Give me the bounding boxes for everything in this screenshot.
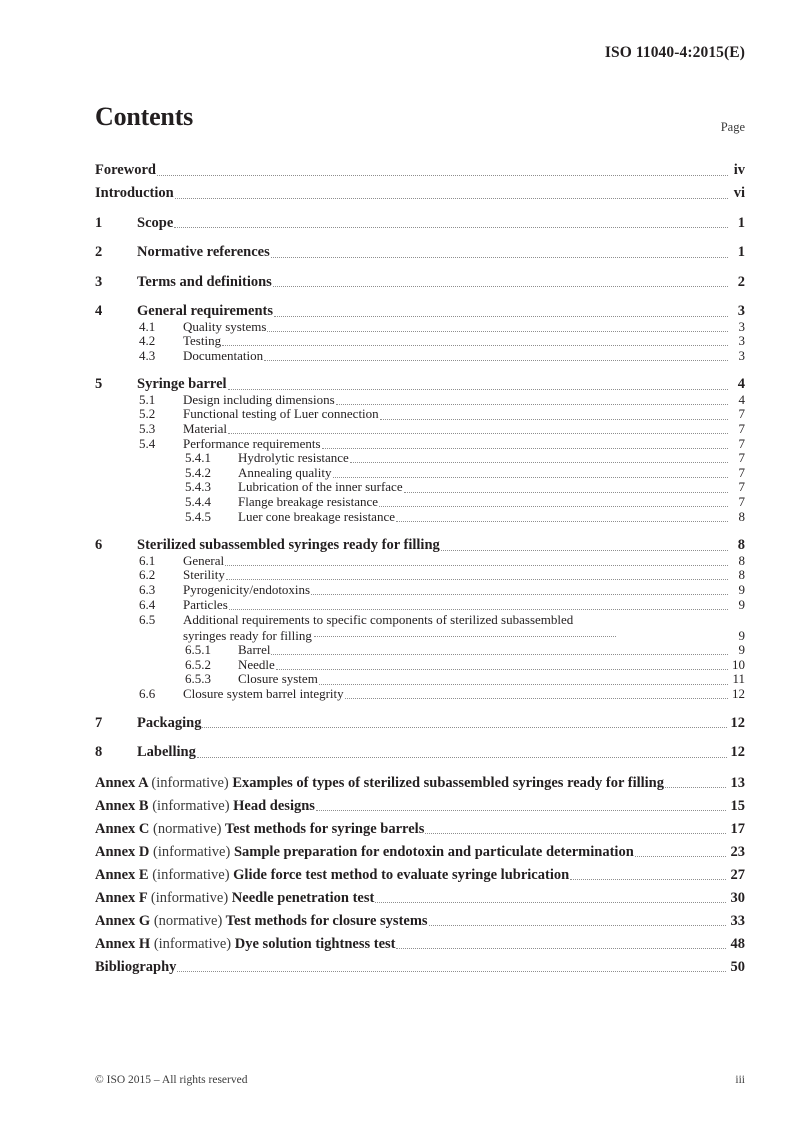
toc-entry-annex-d[interactable]	[95, 838, 745, 861]
toc-entry-6-4[interactable]	[95, 598, 745, 613]
toc-entry-number: 5.4.2	[185, 464, 211, 480]
toc-page-number: 8	[737, 537, 745, 554]
toc-page-number: 3	[738, 347, 745, 363]
toc-page-number: 23	[730, 843, 745, 860]
table-of-contents	[95, 156, 745, 976]
toc-entry-number: 6.5	[139, 611, 156, 627]
annex-label: Annex D	[95, 843, 154, 860]
annex-label: Annex B	[95, 797, 153, 814]
toc-entry-title	[95, 890, 374, 907]
toc-entry-title: Terms and definitions	[137, 273, 272, 290]
toc-entry-body	[183, 333, 729, 349]
toc-entry-body	[183, 319, 729, 335]
toc-entry-6-5[interactable]	[95, 613, 745, 644]
toc-entry-foreword[interactable]	[95, 156, 745, 179]
toc-entry-body	[183, 553, 729, 569]
toc-entry-title: Barrel	[238, 642, 271, 658]
document-reference-header: ISO 11040-4:2015(E)	[604, 44, 745, 61]
toc-entry-body	[137, 537, 729, 554]
toc-page-number: 2	[737, 273, 745, 290]
dot-leader	[333, 468, 728, 481]
dot-leader	[322, 439, 728, 452]
dot-leader	[271, 645, 727, 658]
toc-entry-body	[137, 744, 729, 761]
toc-page-number: 7	[738, 494, 745, 510]
toc-entry-body	[95, 890, 727, 907]
toc-page-number: 7	[738, 464, 745, 480]
toc-entry-number: 4.2	[139, 333, 156, 349]
toc-entry-number: 6.4	[139, 596, 156, 612]
toc-page-number: 27	[730, 866, 745, 883]
toc-entry-title: Pyrogenicity/endotoxins	[183, 581, 311, 597]
toc-entry-body	[183, 436, 729, 452]
toc-page-number: iv	[733, 162, 745, 178]
toc-entry-title: Particles	[183, 596, 228, 612]
toc-entry-5[interactable]	[95, 371, 745, 393]
toc-entry-body	[238, 509, 729, 525]
toc-entry-8[interactable]	[95, 739, 745, 761]
toc-entry-annex-h[interactable]	[95, 930, 745, 953]
toc-entry-number: 8	[95, 744, 103, 761]
toc-entry-number: 5.3	[139, 421, 156, 437]
dot-leader	[425, 823, 725, 838]
toc-entry-2[interactable]	[95, 239, 745, 261]
toc-entry-body	[238, 450, 729, 466]
toc-entry-title-line-1: Additional requirements to specific components of sterilized subassembled	[183, 611, 574, 627]
toc-page-number: 1	[737, 214, 745, 231]
annex-title: Glide force test method to evaluate syringe lubrication	[229, 866, 570, 883]
dot-leader	[429, 915, 726, 930]
dot-leader	[380, 409, 728, 422]
annex-kind: (informative)	[150, 889, 229, 906]
toc-entry-body	[238, 642, 729, 658]
toc-entry-6-6[interactable]	[95, 687, 745, 702]
toc-page-number: 33	[730, 912, 745, 929]
dot-leader	[319, 674, 728, 687]
annex-kind: (informative)	[152, 797, 230, 814]
toc-entry-body	[183, 392, 729, 408]
toc-entry-number: 6.6	[139, 686, 156, 702]
annex-kind: (normative)	[153, 820, 222, 837]
toc-entry-number: 6.2	[139, 567, 156, 583]
toc-entry-introduction[interactable]	[95, 179, 745, 202]
dot-leader	[264, 351, 727, 364]
toc-entry-body	[137, 215, 729, 232]
toc-entry-number: 5.4.3	[185, 479, 211, 495]
toc-entry-title	[95, 936, 395, 953]
toc-entry-7[interactable]	[95, 710, 745, 732]
toc-entry-title: Bibliography	[95, 958, 177, 975]
toc-entry-number: 4	[95, 303, 103, 319]
toc-entry-annex-c[interactable]	[95, 815, 745, 838]
toc-entry-body	[137, 274, 729, 291]
toc-page-number: 17	[730, 820, 745, 837]
toc-page-number: 9	[738, 581, 745, 597]
dot-leader	[228, 424, 727, 437]
dot-leader	[271, 247, 728, 262]
toc-page-number: 9	[738, 628, 745, 644]
toc-entry-body	[137, 303, 729, 320]
toc-entry-title: Scope	[137, 214, 174, 231]
toc-entry-title	[95, 844, 634, 861]
toc-page-number: 12	[732, 686, 745, 702]
toc-entry-body	[183, 582, 729, 598]
copyright-notice: © ISO 2015 – All rights reserved	[95, 1074, 248, 1086]
toc-entry-body	[95, 821, 727, 838]
toc-entry-title: General requirements	[137, 303, 273, 319]
dot-leader	[276, 660, 728, 673]
toc-entry-number: 1	[95, 214, 103, 231]
dot-leader	[396, 938, 725, 953]
dot-leader	[202, 717, 727, 732]
annex-title: Test methods for syringe barrels	[221, 820, 425, 837]
toc-entry-title: Testing	[183, 333, 222, 349]
toc-entry-body	[95, 162, 729, 179]
toc-entry-annex-e[interactable]	[95, 861, 745, 884]
annex-label: Annex E	[95, 866, 153, 883]
toc-page-number: 9	[738, 642, 745, 658]
toc-entry-annex-a[interactable]	[95, 769, 745, 792]
toc-entry-title	[95, 798, 315, 815]
dot-leader	[229, 600, 728, 613]
dot-leader	[375, 892, 725, 907]
toc-page-number: 10	[732, 656, 745, 672]
annex-label: Annex G	[95, 912, 154, 929]
toc-page-number: 7	[738, 406, 745, 422]
toc-entry-title: Sterility	[183, 567, 225, 583]
toc-page-number: 7	[738, 450, 745, 466]
annex-kind: (informative)	[152, 866, 230, 883]
toc-entry-number: 5.4.5	[185, 508, 211, 524]
dot-leader	[350, 453, 728, 466]
dot-leader	[345, 689, 728, 702]
toc-entry-title: Flange breakage resistance	[238, 494, 379, 510]
toc-entry-title: Design including dimensions	[183, 391, 335, 407]
toc-page-number: 4	[738, 391, 745, 407]
toc-entry-title	[95, 775, 664, 792]
dot-leader	[379, 497, 727, 510]
dot-leader	[267, 322, 727, 335]
toc-entry-title: Luer cone breakage resistance	[238, 508, 395, 524]
toc-entry-body	[137, 376, 729, 393]
dot-leader	[336, 395, 728, 408]
toc-entry-title: Introduction	[95, 185, 174, 201]
toc-page-number: 30	[730, 889, 745, 906]
dot-leader	[222, 336, 727, 349]
annex-label: Annex F	[95, 889, 151, 906]
toc-entry-number: 4.3	[139, 347, 156, 363]
toc-entry-title	[95, 821, 424, 838]
toc-entry-body	[95, 959, 727, 976]
dot-leader	[570, 869, 725, 884]
toc-page-number: 3	[737, 303, 745, 319]
annex-label: Annex H	[95, 935, 154, 952]
toc-page-number: 12	[730, 714, 745, 731]
contents-title-row	[95, 104, 745, 136]
toc-entry-body	[238, 671, 729, 687]
toc-entry-body	[183, 686, 729, 702]
annex-title: Needle penetration test	[228, 889, 375, 906]
toc-entry-annex-b[interactable]	[95, 792, 745, 815]
toc-entry-title: Sterilized subassembled syringes ready for filling	[137, 537, 440, 554]
toc-page-number: 48	[730, 935, 745, 952]
toc-entry-number: 4.1	[139, 318, 156, 334]
toc-entry-title: Labelling	[137, 744, 196, 761]
toc-entry-title: Quality systems	[183, 318, 267, 334]
annex-kind: (normative)	[153, 912, 223, 929]
toc-entry-body	[183, 613, 729, 644]
toc-entry-body	[238, 494, 729, 510]
toc-entry-number: 6	[95, 537, 103, 554]
toc-entry-title: Closure system barrel integrity	[183, 686, 344, 702]
toc-page-number: 3	[738, 333, 745, 349]
toc-entry-body	[183, 421, 729, 437]
toc-page-number: 15	[730, 797, 745, 814]
toc-entry-bibliography[interactable]	[95, 953, 745, 976]
toc-entry-title	[95, 867, 569, 884]
toc-page-number: 8	[738, 552, 745, 568]
toc-entry-number: 6.5.2	[185, 656, 211, 672]
dot-leader	[441, 540, 728, 555]
dot-leader	[665, 777, 726, 792]
toc-entry-title: Documentation	[183, 347, 264, 363]
toc-entry-annex-g[interactable]	[95, 907, 745, 930]
toc-entry-title: Syringe barrel	[137, 376, 227, 393]
toc-entry-title: Needle	[238, 656, 275, 672]
dot-leader	[311, 585, 727, 598]
dot-leader	[404, 482, 728, 495]
page-folio: iii	[735, 1074, 745, 1086]
toc-entry-1[interactable]	[95, 210, 745, 232]
toc-entry-number: 5.4.4	[185, 494, 211, 510]
dot-leader	[274, 306, 728, 321]
toc-page-number: 8	[738, 508, 745, 524]
annex-label: Annex A	[95, 774, 152, 791]
toc-entry-number: 7	[95, 714, 103, 731]
dot-leader	[273, 276, 728, 291]
toc-entry-annex-f[interactable]	[95, 884, 745, 907]
toc-page-number: 12	[730, 744, 745, 761]
annex-title: Test methods for closure systems	[222, 912, 428, 929]
document-footer	[95, 1074, 745, 1086]
dot-leader	[174, 217, 727, 232]
toc-entry-number: 2	[95, 244, 103, 260]
toc-entry-number: 6.5.1	[185, 642, 211, 658]
toc-entry-body	[95, 867, 727, 884]
toc-entry-4[interactable]	[95, 298, 745, 320]
toc-entry-body	[95, 936, 727, 953]
toc-entry-title: Packaging	[137, 714, 202, 731]
toc-page-number: 8	[738, 567, 745, 583]
toc-entry-number: 5.4	[139, 435, 156, 451]
toc-page-number: 3	[738, 318, 745, 334]
dot-leader	[226, 570, 728, 583]
toc-entry-number: 6.3	[139, 581, 156, 597]
toc-entry-5-4-5[interactable]	[95, 510, 745, 525]
annex-title: Dye solution tightness test	[231, 935, 396, 952]
page-column-header: Page	[720, 120, 745, 134]
dot-leader	[635, 846, 726, 861]
dot-leader	[197, 747, 727, 762]
toc-entry-body	[183, 567, 729, 583]
toc-entry-title: Foreword	[95, 162, 156, 178]
toc-entry-title: Functional testing of Luer connection	[183, 406, 379, 422]
toc-entry-title-line-2: syringes ready for filling	[183, 628, 312, 644]
toc-entry-title: Lubrication of the inner surface	[238, 479, 403, 495]
toc-entry-body	[238, 657, 729, 673]
toc-page-number: 1	[737, 244, 745, 260]
annex-kind: (informative)	[153, 843, 231, 860]
toc-entry-number: 5.1	[139, 391, 156, 407]
toc-entry-body	[137, 244, 729, 261]
toc-entry-title	[95, 913, 428, 930]
toc-entry-title: Normative references	[137, 244, 270, 260]
annex-kind: (informative)	[151, 774, 229, 791]
toc-entry-number: 5.4.1	[185, 450, 211, 466]
toc-entry-body	[95, 775, 727, 792]
toc-entry-number: 5.2	[139, 406, 156, 422]
annex-title: Sample preparation for endotoxin and particulate determination	[230, 843, 634, 860]
toc-page-number: 9	[738, 596, 745, 612]
toc-entry-3[interactable]	[95, 269, 745, 291]
annex-title: Examples of types of sterilized subassembled syringes ready for filling	[228, 774, 664, 791]
toc-entry-4-3[interactable]	[95, 349, 745, 364]
toc-entry-number: 6.5.3	[185, 671, 211, 687]
annex-kind: (informative)	[153, 935, 232, 952]
toc-entry-body	[183, 406, 729, 422]
toc-entry-body	[95, 844, 727, 861]
toc-entry-title: General	[183, 552, 225, 568]
dot-leader	[225, 556, 727, 569]
annex-label: Annex C	[95, 820, 154, 837]
toc-entry-body	[183, 597, 729, 613]
toc-entry-body	[238, 465, 729, 481]
toc-page-number: 7	[738, 421, 745, 437]
toc-entry-6[interactable]	[95, 532, 745, 554]
toc-entry-body	[137, 715, 729, 732]
toc-entry-body	[183, 348, 729, 364]
page-title: Contents	[95, 102, 194, 131]
toc-entry-body	[95, 798, 727, 815]
dot-leader	[157, 165, 728, 180]
dot-leader	[316, 800, 726, 815]
toc-entry-number: 6.1	[139, 552, 156, 568]
dot-leader	[175, 188, 728, 203]
toc-page-number: 7	[738, 435, 745, 451]
dot-leader	[177, 961, 725, 976]
annex-title: Head designs	[229, 797, 315, 814]
toc-page-number: 13	[730, 774, 745, 791]
toc-entry-number: 3	[95, 273, 103, 290]
dot-leader	[396, 512, 728, 525]
toc-entry-title: Performance requirements	[183, 435, 321, 451]
toc-entry-title: Material	[183, 421, 228, 437]
toc-entry-title: Closure system	[238, 671, 318, 687]
toc-entry-title: Hydrolytic resistance	[238, 450, 349, 466]
toc-entry-body	[95, 913, 727, 930]
toc-entry-number: 5	[95, 376, 103, 393]
toc-entry-body	[95, 185, 729, 202]
toc-entry-title: Annealing quality	[238, 464, 332, 480]
toc-page-number: 4	[737, 376, 745, 393]
toc-entry-body	[238, 479, 729, 495]
toc-page-number: vi	[733, 185, 745, 201]
toc-page-number: 7	[738, 479, 745, 495]
toc-page-number: 11	[732, 671, 745, 687]
dot-leader	[312, 627, 618, 640]
dot-leader	[228, 379, 728, 394]
toc-page-number: 50	[730, 958, 745, 975]
